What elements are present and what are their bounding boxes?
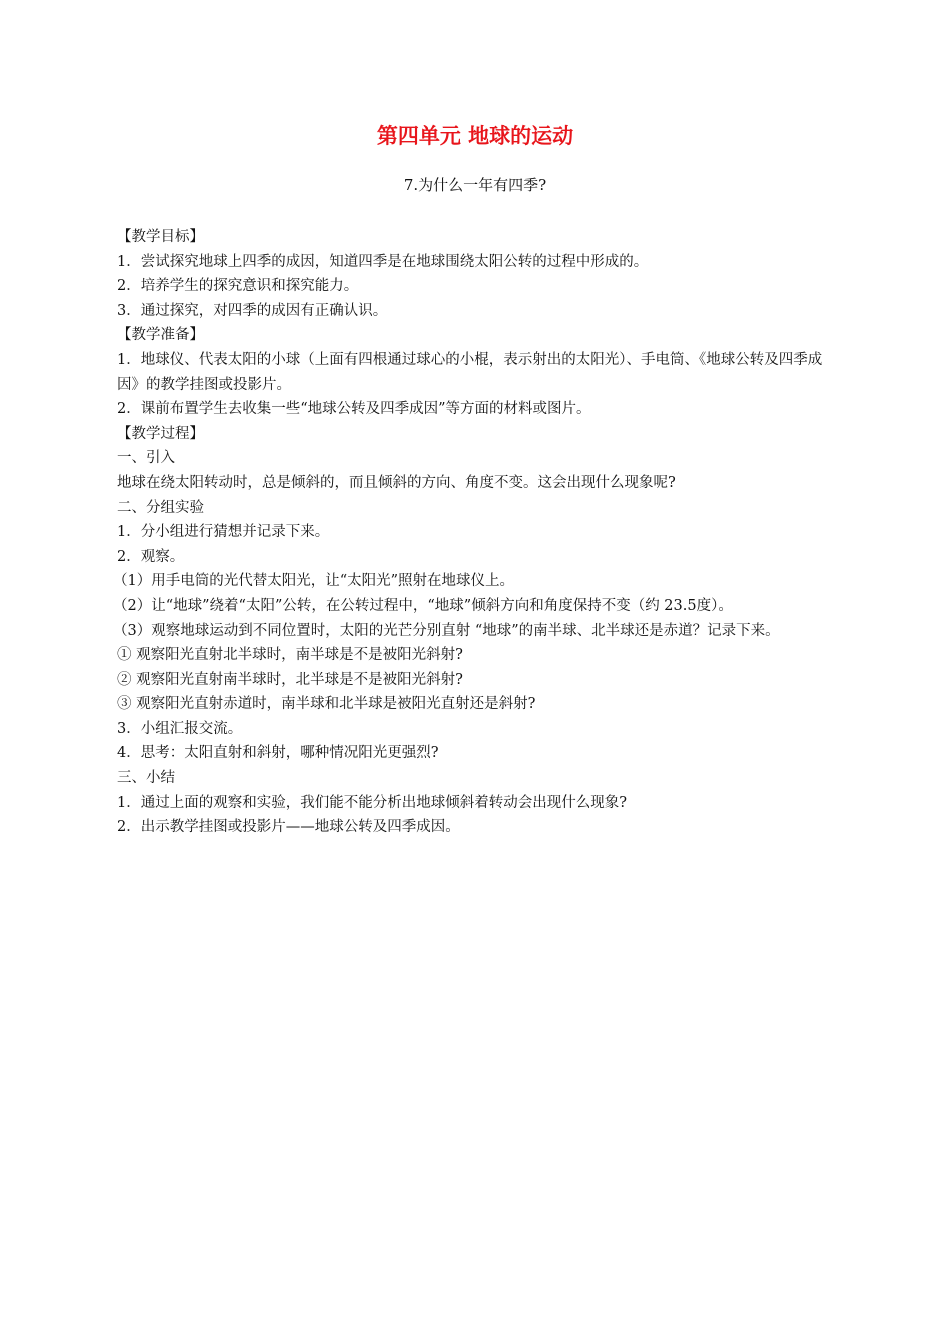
section-heading-process: 【教学过程】 (117, 425, 204, 442)
section-heading-preparation: 【教学准备】 (117, 327, 204, 344)
lesson-body (113, 225, 837, 840)
body-line: 2．课前布置学生去收集一些“地球公转及四季成因”等方面的材料或图片。 (117, 401, 591, 418)
body-line: 2．出示教学挂图或投影片——地球公转及四季成因。 (117, 819, 460, 836)
body-line: 2．培养学生的探究意识和探究能力。 (117, 278, 359, 295)
unit-title: 第四单元 地球的运动 (376, 124, 574, 148)
subsection-heading: 三、小结 (117, 770, 175, 787)
subsection-heading: 一、引入 (117, 450, 175, 467)
lesson-title: 7.为什么一年有四季? (403, 176, 547, 194)
body-line: 2．观察。 (117, 548, 185, 565)
body-line: 3．小组汇报交流。 (117, 720, 243, 737)
body-line: （3）观察地球运动到不同位置时，太阳的光芒分别直射 “地球”的南半球、北半球还是赤道？记录下来。 (113, 622, 780, 639)
body-line: 1．通过上面的观察和实验，我们能不能分析出地球倾斜着转动会出现什么现象? (117, 794, 627, 811)
body-line: 1．地球仪、代表太阳的小球（上面有四根通过球心的小棍，表示射出的太阳光）、手电筒、《地球公转及四季成因》的教学挂图或投影片。 (117, 351, 823, 393)
body-line: ③ 观察阳光直射赤道时，南半球和北半球是被阳光直射还是斜射? (117, 696, 536, 713)
body-line: 4．思考：太阳直射和斜射，哪种情况阳光更强烈? (117, 745, 439, 762)
body-line: ① 观察阳光直射北半球时，南半球是不是被阳光斜射? (117, 647, 463, 664)
body-line: 3．通过探究，对四季的成因有正确认识。 (117, 302, 388, 319)
body-line: 1．分小组进行猜想并记录下来。 (117, 524, 330, 541)
subsection-heading: 二、分组实验 (117, 499, 204, 516)
section-heading-objectives: 【教学目标】 (117, 229, 204, 245)
body-line: （1）用手电筒的光代替太阳光，让“太阳光”照射在地球仪上。 (113, 573, 515, 590)
body-line: 地球在绕太阳转动时，总是倾斜的，而且倾斜的方向、角度不变。这会出现什么现象呢? (117, 474, 676, 491)
body-line: （2）让“地球”绕着“太阳”公转，在公转过程中，“地球”倾斜方向和角度保持不变（约 23.5度）。 (113, 597, 733, 614)
body-line: ② 观察阳光直射南半球时，北半球是不是被阳光斜射? (117, 671, 463, 688)
body-line: 1．尝试探究地球上四季的成因，知道四季是在地球围绕太阳公转的过程中形成的。 (117, 253, 649, 270)
